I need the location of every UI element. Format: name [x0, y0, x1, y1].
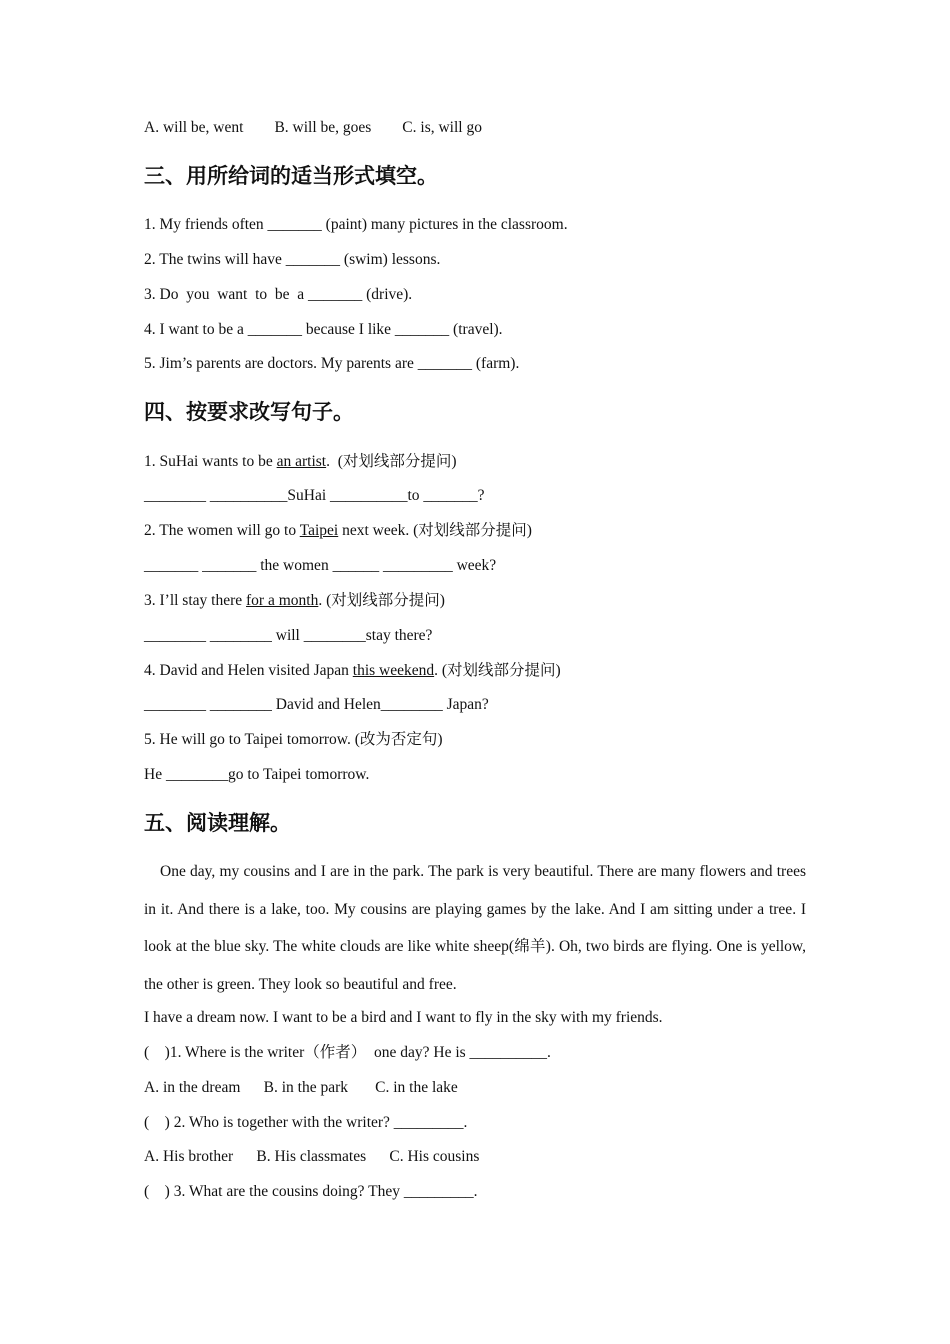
fill-item-2: 2. The twins will have _______ (swim) lessons. — [144, 251, 441, 268]
question-text: 2. The women will go to — [144, 522, 300, 539]
passage-text: One day, my cousins and I are in the park. The park is very beautiful. There are many flowers and trees in it. And there is a lake, too. My cousins are playing games by the lake. And I am sitting under a tree. I look at the blue sky. The white clouds are like white sheep(绵羊). Oh, two birds are flying. One is yellow, the other is green. They look so beautiful and free. — [144, 863, 806, 993]
fill-item-5: 5. Jim’s parents are doctors. My parents are _______ (farm). — [144, 355, 520, 372]
question-text: 1. SuHai wants to be — [144, 453, 277, 470]
question-instruction: . (对划线部分提问) — [318, 592, 445, 609]
section-4-title: 四、按要求改写句子。 — [144, 400, 354, 424]
rewrite-question-2 — [144, 521, 532, 541]
question-instruction: . (对划线部分提问) — [434, 662, 561, 679]
reading-passage — [144, 853, 806, 1003]
rewrite-question-4 — [144, 661, 561, 681]
question-text: 3. I’ll stay there — [144, 592, 247, 609]
fill-item-1: 1. My friends often _______ (paint) many pictures in the classroom. — [144, 216, 568, 233]
rewrite-answer-5: He ________go to Taipei tomorrow. — [144, 766, 370, 783]
rewrite-question-1 — [144, 452, 457, 472]
rewrite-question-5: 5. He will go to Taipei tomorrow. (改为否定句) — [144, 731, 443, 748]
question-instruction: next week. (对划线部分提问) — [338, 522, 532, 539]
previous-question-options: A. will be, went B. will be, goes C. is, will go — [144, 119, 482, 136]
section-3-title: 三、用所给词的适当形式填空。 — [144, 164, 438, 188]
reading-question-2: ( ) 2. Who is together with the writer? _________. — [144, 1114, 468, 1131]
section-5-title: 五、阅读理解。 — [144, 811, 291, 835]
rewrite-answer-1: ________ __________SuHai __________to _______? — [144, 487, 485, 504]
rewrite-answer-4: ________ ________ David and Helen________ Japan? — [144, 696, 489, 713]
underlined-phrase: an artist — [276, 453, 327, 470]
rewrite-question-3 — [144, 591, 445, 611]
question-text: 4. David and Helen visited Japan — [144, 662, 353, 679]
underlined-phrase: Taipei — [299, 522, 339, 539]
reading-question-1-options: A. in the dream B. in the park C. in the lake — [144, 1079, 458, 1096]
question-instruction: . (对划线部分提问) — [326, 453, 457, 470]
reading-question-2-options: A. His brother B. His classmates C. His cousins — [144, 1148, 480, 1165]
fill-item-4: 4. I want to be a _______ because I like _______ (travel). — [144, 321, 503, 338]
rewrite-answer-3: ________ ________ will ________stay there? — [144, 627, 433, 644]
rewrite-answer-2: _______ _______ the women ______ _________ week? — [144, 557, 497, 574]
fill-item-3: 3. Do you want to be a _______ (drive). — [144, 286, 413, 303]
underlined-phrase: for a month — [246, 592, 319, 609]
reading-question-1: ( )1. Where is the writer（作者） one day? He is __________. — [144, 1044, 551, 1061]
reading-question-3: ( ) 3. What are the cousins doing? They _________. — [144, 1183, 478, 1200]
reading-passage-ending: I have a dream now. I want to be a bird and I want to fly in the sky with my friends. — [144, 1009, 663, 1026]
underlined-phrase: this weekend — [352, 662, 435, 679]
